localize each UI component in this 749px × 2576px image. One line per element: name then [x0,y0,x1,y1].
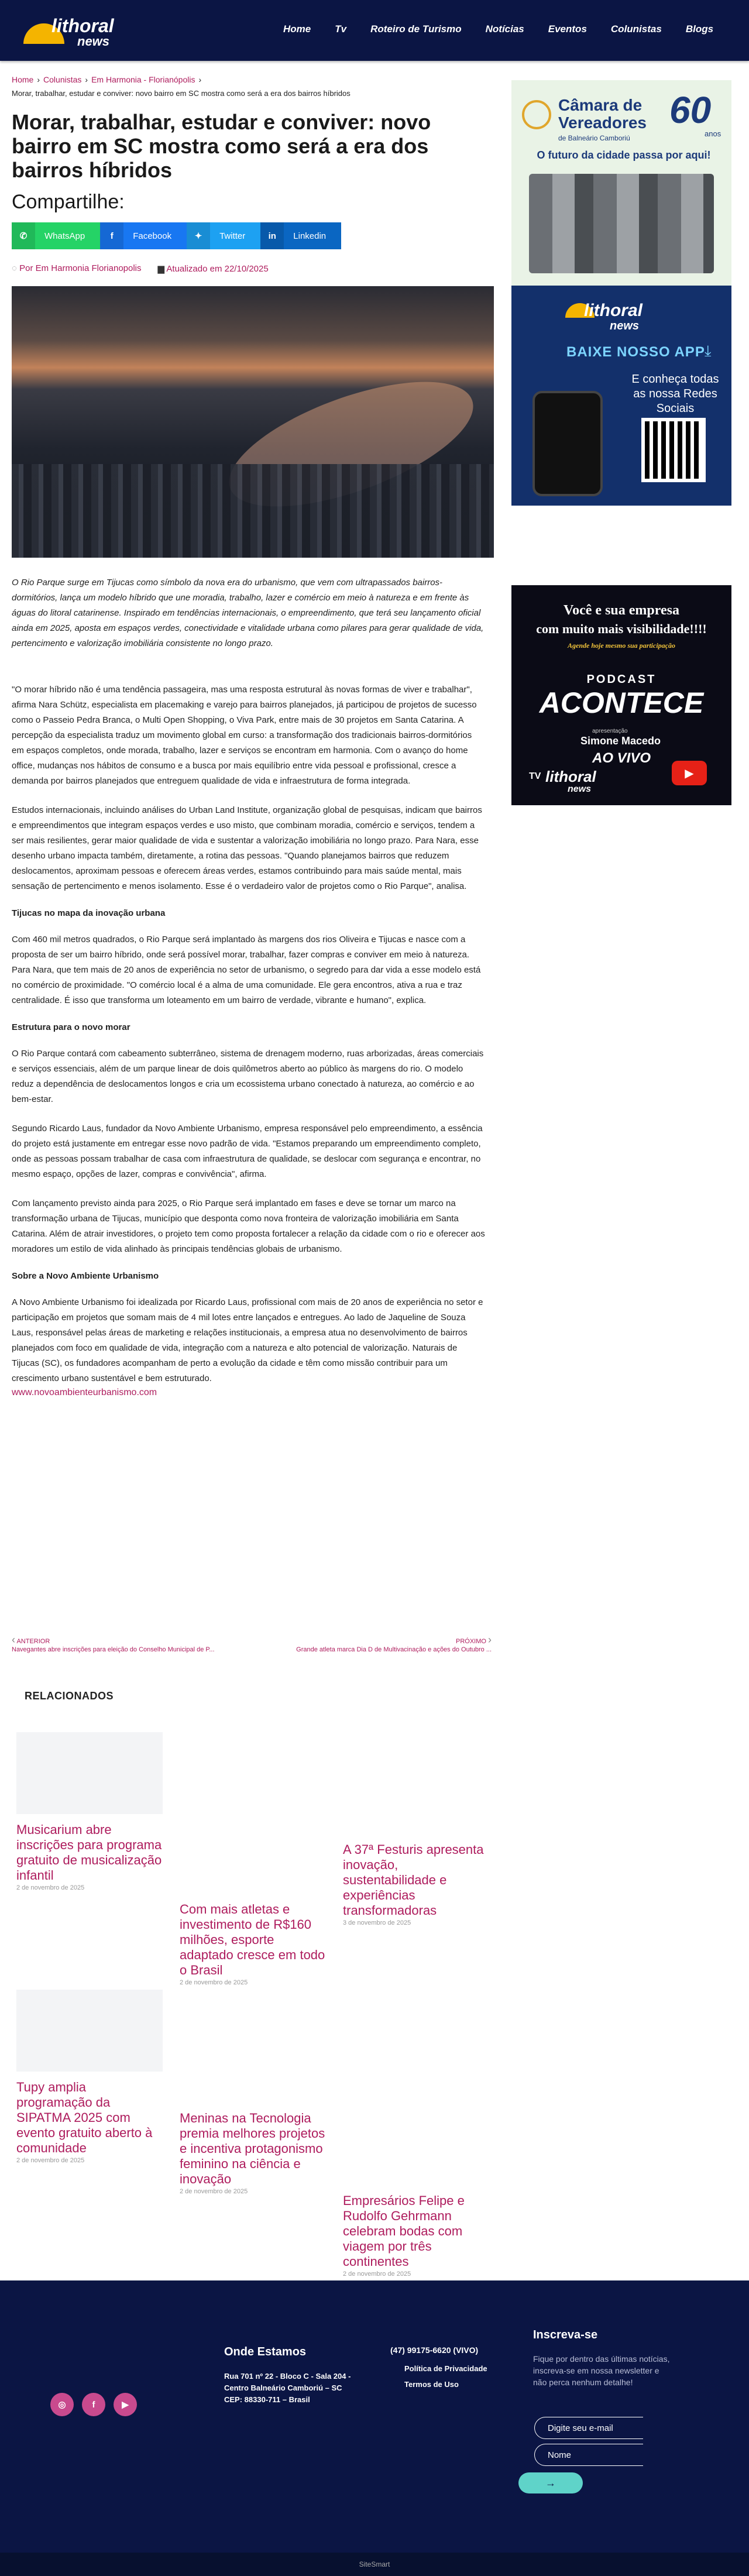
arrow-right-icon: → [545,2477,556,2489]
prev-label: ANTERIOR [16,1638,50,1645]
nav-colunistas[interactable]: Colunistas [610,23,662,35]
article-paragraph: Segundo Ricardo Laus, fundador da Novo Ambiente Urbanismo, empresa responsável pelo empreendimento, a essência do projeto está justamente em entregar esse novo padrão de vida. "Estamos preparando um empreendimento completo, onde as pessoas possam trabalhar de casa com infraestrutura de qualidade, se deslocar com segurança e encontrar, no mesmo espaço, opções de lazer, compras e convivência", afirma. [12,1124,483,1179]
download-icon: ⤓ [705,342,712,359]
ad-logo-sub: news [610,320,640,332]
logo-main-text: lithoral [51,15,114,36]
related-card-date: 2 de novembro de 2025 [343,2271,411,2278]
section-heading: Tijucas no mapa da inovação urbana [12,908,166,918]
breadcrumb-column[interactable]: Em Harmonia - Florianópolis [91,75,195,84]
related-card-date: 2 de novembro de 2025 [180,2188,248,2195]
nav-eventos[interactable]: Eventos [548,23,587,35]
breadcrumb [12,75,205,84]
share-label-linkedin: Linkedin [293,231,327,241]
share-label-twitter: Twitter [219,231,246,241]
company-site-link[interactable]: www.novoambienteurbanismo.com [12,1387,157,1397]
ad-cta: BAIXE NOSSO APP [566,344,705,360]
host-name: Simone Macedo [580,735,661,747]
nav-home[interactable]: Home [283,23,311,35]
chevron-right-icon: › [488,1634,492,1646]
camara-logo-icon [522,100,551,129]
related-card[interactable] [16,1990,163,2164]
main-nav [283,23,737,35]
author-line[interactable] [12,263,142,274]
article-lead: O Rio Parque surge em Tijucas como símbolo da nova era do urbanismo, que vem com ultrapassados bairros-dormitórios, lança um modelo híbrido que une moradia, trabalho, lazer e comércio em meio à natureza e em frente às águas do litoral catarinense. Inspirado em tendências internacionais, o empreendimento, que terá seu lançamento oficial ainda em 2025, aposta em espaços verdes, conectividade e vitalidade urbana como pilares para gerar qualidade de vida, pertencimento e valorização imobiliária consistente no longo prazo. [12,578,484,648]
podcast-ad-banner[interactable] [511,585,731,805]
article-title: Morar, trabalhar, estudar e conviver: novo bairro em SC mostra como será a era dos bairros híbridos [12,110,431,182]
logo-sub-text: news [77,34,110,49]
nav-noticias[interactable]: Notícias [485,23,524,35]
newsletter-email-input[interactable]: Digite seu e-mail [534,2417,643,2439]
article-paragraph: Com 460 mil metros quadrados, o Rio Parque será implantado às margens dos rios Oliveira e Tijucas e nasce com a proposta de ser um bairro híbrido, onde será possível morar, trabalhar, fazer compras e conviver em meio à natureza. Para Nara, que tem mais de 20 anos de experiência no setor de urbanismo, o segredo para dar vida a esse modelo está no comércio de proximidade. "O comércio local é a alma de uma comunidade. Ele gera encontros, ativa a rua e traz centralidade. É isso que transforma um loteamento em um bairro de verdade, vibrante e humano", explica. [12,935,481,1005]
footer-phone[interactable]: (47) 99175-6620 (VIVO) [390,2345,479,2355]
article-paragraph: Estudos internacionais, incluindo análises do Urban Land Institute, organização global de pesquisas, indicam que bairros e empreendimentos que integram espaços verdes e uso misto, que combinam moradia, comércio e serviços, tendem a ser mais resilientes, gerar maior qualidade de vida e sustentar a valorização imobiliária no longo prazo. Para Nara, esse desenho urbano impacta também, diretamente, a rotina das pessoas. "Quando planejamos bairros que reduzem deslocamentos, aproximam pessoas e oferecem áreas verdes, estamos contribuindo para mais saúde mental, mais sensação de pertencimento e menos isolamento. Esse é o verdadeiro valor de projetos como o Rio Parque", analisa. [12,805,482,891]
qr-code-icon [641,418,706,482]
podcast-line3: Agende hoje mesmo sua participação [568,641,675,650]
related-card-title[interactable]: Musicarium abre inscrições para programa gratuito de musicalização infantil [16,1822,162,1883]
article-meta [12,263,269,274]
share-linkedin-button[interactable] [260,222,341,249]
share-label-whatsapp: WhatsApp [44,231,85,241]
article-paragraph: A Novo Ambiente Urbanismo foi idealizada por Ricardo Laus, profissional com mais de 20 anos de experiência no setor e participação em projetos que somam mais de 4 mil lotes entre lançados e entregues. Ao lado de Jaqueline de Souza Laus, responsável pelas áreas de marketing e relações institucionais, a empresa atua no desenvolvimento de bairros planejados com foco em qualidade de vida, integração com a natureza e alto potencial de valorização. Naturais de Tijucas (SC), os fundadores acompanham de perto a evolução da cidade e têm como missão contribuir para um crescimento urbano sustentável e bem estruturado. [12,1297,483,1383]
site-footer [0,2280,749,2553]
footer-privacy-link[interactable]: Política de Privacidade [404,2364,487,2373]
camara-line2: Vereadores [558,114,647,132]
author-name: Por Em Harmonia Florianopolis [19,263,142,273]
chevron-right-icon: › [85,75,88,84]
related-card-image [16,1990,163,2072]
share-twitter-button[interactable] [187,222,260,249]
newsletter-name-input[interactable]: Nome [534,2444,643,2466]
camara-ad-banner[interactable] [511,80,731,300]
next-title: Grande atleta marca Dia D de Multivacinação e ações do Outubro ... [296,1646,492,1653]
chevron-right-icon: › [37,75,40,84]
related-card-date: 2 de novembro de 2025 [16,2157,85,2164]
whatsapp-icon: ✆ [12,222,35,249]
related-card[interactable] [180,1902,326,1986]
camara-photo-collage [529,174,714,273]
related-card-date: 2 de novembro de 2025 [16,1884,85,1891]
facebook-icon[interactable]: f [82,2393,105,2416]
phone-mockup [532,391,603,496]
newsletter-submit-button[interactable] [518,2472,583,2493]
related-card-title[interactable]: Empresários Felipe e Rudolfo Gehrmann celebram bodas com viagem por três continentes [343,2193,465,2269]
footer-terms-link[interactable]: Termos de Uso [404,2380,459,2389]
updated-date: Atualizado em 22/10/2025 [166,264,269,274]
related-card-title[interactable]: Com mais atletas e investimento de R$160 milhões, esporte adaptado cresce em todo o Brasil [180,1902,325,1977]
podcast-label: PODCAST [586,673,657,686]
camara-tagline: O futuro da cidade passa por aqui! [537,149,711,161]
related-card-date: 2 de novembro de 2025 [180,1979,248,1986]
share-whatsapp-button[interactable] [12,222,100,249]
nav-roteiro[interactable]: Roteiro de Turismo [370,23,462,35]
next-label: PRÓXIMO [455,1638,486,1645]
linkedin-icon: in [260,222,284,249]
podcast-line1: Você e sua empresa [564,603,679,618]
newsletter-text: Fique por dentro das últimas notícias, inscreva-se em nossa newsletter e não perca nenhum detalhe! [533,2354,670,2387]
podcast-line2: com muito mais visibilidade!!!! [536,621,707,636]
prev-post-link[interactable] [12,1634,215,1653]
share-label: Compartilhe: [12,191,125,213]
camara-line1: Câmara de [558,96,643,114]
acontece-label: ACONTECE [539,686,704,719]
footer-onde-title: Onde Estamos [224,2345,307,2358]
next-post-link[interactable] [296,1634,492,1653]
ad3-logo-sub: news [568,784,592,794]
twitter-icon: ✦ [187,222,210,249]
related-card-title[interactable]: A 37ª Festuris apresenta inovação, sustentabilidade e experiências transformadoras [343,1842,484,1918]
host-label: apresentação [592,728,628,734]
site-header [0,0,749,61]
breadcrumb-colunistas[interactable]: Colunistas [43,75,82,84]
section-heading: Estrutura para o novo morar [12,1022,130,1032]
footer-credit: SiteSmart [0,2553,749,2576]
section-heading: Sobre a Novo Ambiente Urbanismo [12,1271,159,1281]
related-heading: RELACIONADOS [25,1690,114,1702]
anniversary-years: 60 [669,89,712,131]
related-card[interactable] [343,1842,489,1926]
ad3-logo-tv: TV [529,771,541,781]
facebook-icon: f [100,222,123,249]
live-label: AO VIVO [592,750,651,766]
camara-line3: de Balneário Camboriú [558,134,630,142]
article-paragraph: "O morar híbrido não é uma tendência passageira, mas uma resposta estrutural às novas formas de viver e trabalhar", afirma Nara Schütz, especialista em placemaking e varejo para bairros planejados, já participou de projetos de sucesso como o Passeio Pedra Branca, o Multi Open Shopping, o Viva Park, entre mais de 30 projetos em Santa Catarina. A percepção da especialista traduz um movimento global em curso: a transformação dos tradicionais bairros-dormitórios em espaços completos, onde morada, trabalho, lazer e serviços se encontram em harmonia. Com o avanço do home office, mudanças nos hábitos de consumo e a busca por mais equilíbrio entre vida pessoal e profissional, cresce a demanda por bairros planejados que entreguem qualidade de vida e infraestrutura de forma integrada. [12,685,477,786]
footer-address: Rua 701 nº 22 - Bloco C - Sala 204 - Centro Balneário Camboriú – SC CEP: 88330-711 – Brasil [224,2372,351,2404]
related-card[interactable] [16,1732,163,1891]
instagram-icon[interactable]: ◎ [50,2393,74,2416]
share-label-facebook: Facebook [133,231,172,241]
anniversary-label: anos [705,129,721,138]
chevron-left-icon: ‹ [12,1634,15,1646]
article-body [12,682,486,1398]
article-paragraph: Com lançamento previsto ainda para 2025, o Rio Parque será implantado em fases e deve se tornar um marco na transformação urbana de Tijucas, município que desponta como nova fronteira de valorização imobiliária em Santa Catarina. Além de atrair investidores, o projeto tem como proposta fortalecer a relação da cidade com o rio e oferecer aos moradores um estilo de vida alinhado às principais tendências globais de urbanismo. [12,1198,485,1254]
newsletter-title: Inscreva-se [533,2328,598,2341]
breadcrumb-home[interactable]: Home [12,75,34,84]
related-card-image [16,1732,163,1814]
breadcrumb-current: Morar, trabalhar, estudar e conviver: novo bairro em SC mostra como será a era dos bairros híbridos [12,89,351,98]
prev-title: Navegantes abre inscrições para eleição do Conselho Municipal de P... [12,1646,215,1653]
site-logo[interactable] [23,13,123,49]
ad3-logo-main: lithoral [545,768,596,785]
related-card-date: 3 de novembro de 2025 [343,1919,411,1926]
youtube-play-icon: ▶ [672,761,707,785]
article-paragraph: O Rio Parque contará com cabeamento subterrâneo, sistema de drenagem moderno, ruas arborizadas, áreas comerciais e serviços essenciais, além de um parque linear de dois quilômetros aberto ao público às margens do rio. O modelo reduz a dependência de deslocamentos longos e cria um ecossistema urbano conectado à natureza, ao comércio e ao bem-estar. [12,1049,484,1104]
user-icon: ◌ [12,263,20,273]
article-hero-image [12,286,494,558]
calendar-icon: ▆ [157,264,167,274]
ad-logo-main: lithoral [584,301,643,320]
app-ad-banner[interactable] [511,286,731,506]
share-facebook-button[interactable] [100,222,187,249]
related-card-title[interactable]: Tupy amplia programação da SIPATMA 2025 com evento gratuito aberto à comunidade [16,2080,153,2155]
related-card-title[interactable]: Meninas na Tecnologia premia melhores projetos e incentiva protagonismo feminino na ciência e inovação [180,2111,325,2186]
related-card[interactable] [180,2111,326,2195]
hero-city-shape [12,464,494,558]
ad-text: E conheça todas as nossa Redes Sociais [631,373,719,415]
nav-blogs[interactable]: Blogs [685,23,714,35]
updated-line [158,263,269,274]
share-bar [12,222,341,249]
related-card[interactable] [343,2193,489,2278]
chevron-right-icon: › [198,75,202,84]
youtube-icon[interactable]: ▶ [114,2393,137,2416]
nav-tv[interactable]: Tv [335,23,347,35]
